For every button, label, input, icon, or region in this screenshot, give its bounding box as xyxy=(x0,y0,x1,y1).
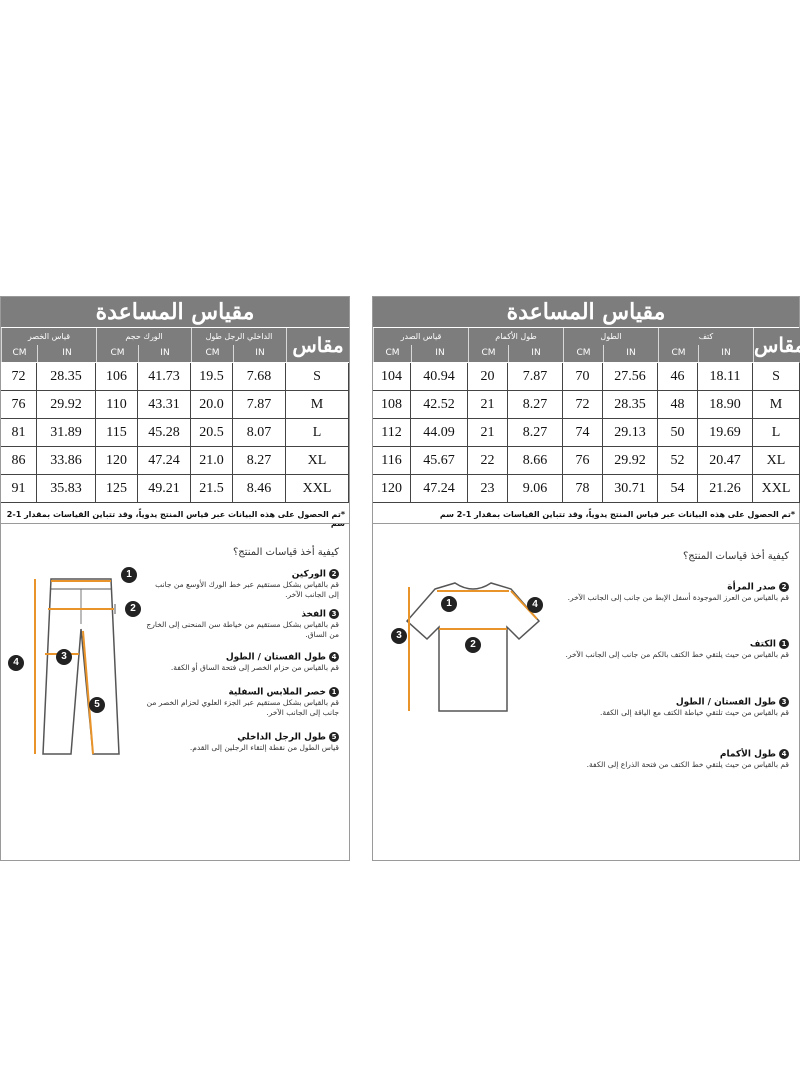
cell-chest-cm: 108 xyxy=(373,391,411,419)
step-heading xyxy=(144,652,339,663)
measure-header-row xyxy=(373,328,753,345)
cell-waist-cm: 76 xyxy=(1,391,37,419)
step-description: قم بالقياس من العرز الموجودة أسفل الإبط من جانب إلى الجانب الآخر. xyxy=(567,592,789,602)
cell-sleeve-in: 8.27 xyxy=(508,391,563,419)
step-description: قم بالقياس بشكل مستقيم عبر الجزء العلوي لحزام الخصر من جانب إلى الجانب الآخر. xyxy=(146,697,339,717)
cell-hip-in: 47.24 xyxy=(138,447,191,475)
unit-label: IN xyxy=(698,345,753,362)
measurement-note: *تم الحصول على هذه البيانات عبر قياس المنتج يدوياً، وقد تتباين القياسات بمقدار 1-2 سم xyxy=(6,510,345,528)
cell-waist-cm: 81 xyxy=(1,419,37,447)
unit-header-row xyxy=(1,345,286,362)
step-number-badge: 4 xyxy=(779,749,789,759)
cell-sleeve-cm: 23 xyxy=(468,475,508,503)
step-heading xyxy=(564,697,789,708)
cell-shoulder-in: 19.69 xyxy=(698,419,753,447)
cell-inseam-cm: 20.0 xyxy=(191,391,233,419)
unit-label: CM xyxy=(96,345,138,362)
cell-shoulder-cm: 46 xyxy=(658,363,698,391)
cell-shoulder-in: 18.90 xyxy=(698,391,753,419)
unit-header-row xyxy=(373,345,753,362)
cell-size: XXL xyxy=(286,475,349,503)
cell-waist-cm: 72 xyxy=(1,363,37,391)
cell-hip-cm: 106 xyxy=(96,363,138,391)
step-description: قم بالقياس من حيث يلتقي خط الكتف بالكم من جانب إلى الجانب الآخر. xyxy=(565,649,789,659)
cell-sleeve-cm: 22 xyxy=(468,447,508,475)
cell-hip-in: 41.73 xyxy=(138,363,191,391)
cell-shoulder-in: 21.26 xyxy=(698,475,753,503)
step-heading xyxy=(144,732,339,743)
cell-inseam-cm: 19.5 xyxy=(191,363,233,391)
step-heading-text: خصر الملابس السفلية xyxy=(228,687,326,698)
cell-inseam-cm: 21.5 xyxy=(191,475,233,503)
marker-4: 4 xyxy=(527,597,543,613)
cell-shoulder-in: 20.47 xyxy=(698,447,753,475)
unit-label: CM xyxy=(563,345,603,362)
step-heading xyxy=(144,609,339,620)
step-number-badge: 3 xyxy=(329,609,339,619)
marker-1: 1 xyxy=(441,596,457,612)
step-description: قم بالقياس من حزام الخصر إلى فتحة الساق أو الكفة. xyxy=(170,662,339,672)
unit-label: IN xyxy=(411,345,468,362)
cell-inseam-cm: 21.0 xyxy=(191,447,233,475)
unit-label: IN xyxy=(138,345,191,362)
marker-2: 2 xyxy=(465,637,481,653)
unit-label: CM xyxy=(191,345,233,362)
cell-shoulder-in: 18.11 xyxy=(698,363,753,391)
cell-inseam-in: 8.46 xyxy=(233,475,286,503)
cell-sleeve-cm: 21 xyxy=(468,419,508,447)
marker-3: 3 xyxy=(56,649,72,665)
cell-shoulder-cm: 52 xyxy=(658,447,698,475)
step-number-badge: 2 xyxy=(329,569,339,579)
step-heading-text: الكتف xyxy=(749,639,776,650)
unit-label: IN xyxy=(233,345,286,362)
cell-sleeve-in: 8.27 xyxy=(508,419,563,447)
step-description: قياس الطول من نقطة إلتقاء الرجلين إلى القدم. xyxy=(189,742,339,752)
cell-waist-cm: 86 xyxy=(1,447,37,475)
cell-shoulder-cm: 54 xyxy=(658,475,698,503)
measurement-step xyxy=(144,732,339,753)
step-number-badge: 5 xyxy=(329,732,339,742)
cell-length-in: 27.56 xyxy=(603,363,658,391)
cell-size: L xyxy=(286,419,349,447)
step-heading-text: الفخذ xyxy=(301,609,326,620)
cell-chest-cm: 104 xyxy=(373,363,411,391)
header-length: الطول xyxy=(563,328,658,345)
step-heading-text: الوركين xyxy=(291,569,326,580)
step-number-badge: 3 xyxy=(779,697,789,707)
cell-sleeve-in: 9.06 xyxy=(508,475,563,503)
marker-5: 5 xyxy=(89,697,105,713)
measure-header-row xyxy=(1,328,286,345)
cell-size: M xyxy=(753,391,800,419)
cell-length-cm: 74 xyxy=(563,419,603,447)
cell-size: S xyxy=(753,363,800,391)
header-waist: قياس الخصر xyxy=(1,328,96,345)
cell-sleeve-in: 7.87 xyxy=(508,363,563,391)
cell-shoulder-cm: 48 xyxy=(658,391,698,419)
unit-label: IN xyxy=(603,345,658,362)
marker-3: 3 xyxy=(391,628,407,644)
cell-waist-in: 29.92 xyxy=(37,391,96,419)
step-description: قم بالقياس من حيث تلتقي خياطة الكتف مع الياقة إلى الكفة. xyxy=(599,707,789,717)
cell-hip-cm: 110 xyxy=(96,391,138,419)
header-sleeve: طول الأكمام xyxy=(468,328,563,345)
cell-waist-in: 35.83 xyxy=(37,475,96,503)
pants-illustration xyxy=(21,569,136,769)
cell-chest-cm: 120 xyxy=(373,475,411,503)
cell-chest-cm: 116 xyxy=(373,447,411,475)
cell-sleeve-in: 8.66 xyxy=(508,447,563,475)
unit-label: IN xyxy=(37,345,96,362)
cell-inseam-in: 8.07 xyxy=(233,419,286,447)
cell-length-cm: 70 xyxy=(563,363,603,391)
chart-title: مقياس المساعدة xyxy=(373,297,799,327)
header-hip: الورك حجم xyxy=(96,328,191,345)
step-description: قم بالقياس بشكل مستقيم من خياطة سن المنحنى إلى الخارج من الساق. xyxy=(146,619,339,639)
cell-length-in: 29.92 xyxy=(603,447,658,475)
cell-chest-in: 40.94 xyxy=(411,363,468,391)
cell-length-in: 29.13 xyxy=(603,419,658,447)
measurement-step xyxy=(564,582,789,603)
cell-size: XXL xyxy=(753,475,800,503)
size-column-header: مقاس xyxy=(753,328,800,362)
measurement-step xyxy=(144,652,339,673)
step-heading-text: طول الرجل الداخلي xyxy=(237,732,326,743)
cell-hip-in: 49.21 xyxy=(138,475,191,503)
measurement-step xyxy=(564,749,789,770)
cell-sleeve-cm: 20 xyxy=(468,363,508,391)
cell-size: M xyxy=(286,391,349,419)
measurement-step xyxy=(144,569,339,600)
cell-chest-in: 45.67 xyxy=(411,447,468,475)
size-column-header: مقاس xyxy=(286,328,349,362)
cell-length-cm: 72 xyxy=(563,391,603,419)
cell-chest-in: 47.24 xyxy=(411,475,468,503)
cell-inseam-in: 8.27 xyxy=(233,447,286,475)
measurement-step xyxy=(564,639,789,660)
divider xyxy=(1,523,349,524)
cell-waist-in: 33.86 xyxy=(37,447,96,475)
unit-label: CM xyxy=(468,345,508,362)
cell-size: XL xyxy=(753,447,800,475)
cell-hip-cm: 120 xyxy=(96,447,138,475)
marker-4: 4 xyxy=(8,655,24,671)
cell-hip-cm: 125 xyxy=(96,475,138,503)
step-description: قم بالقياس بشكل مستقيم عبر خط الورك الأوسع من جانب إلى الجانب الآخر. xyxy=(155,579,339,599)
cell-hip-cm: 115 xyxy=(96,419,138,447)
step-heading-text: طول الفستان / الطول xyxy=(225,652,326,663)
unit-label: CM xyxy=(658,345,698,362)
cell-inseam-cm: 20.5 xyxy=(191,419,233,447)
measurement-note: *تم الحصول على هذه البيانات عبر قياس المنتج يدوياً، وقد تتباين القياسات بمقدار 1-2 سم xyxy=(439,510,795,519)
step-heading xyxy=(144,569,339,580)
cell-waist-in: 28.35 xyxy=(37,363,96,391)
step-number-badge: 1 xyxy=(329,687,339,697)
step-heading-text: صدر المرأة xyxy=(727,582,776,593)
cell-chest-in: 44.09 xyxy=(411,419,468,447)
chart-title: مقياس المساعدة xyxy=(1,297,349,327)
cell-length-in: 30.71 xyxy=(603,475,658,503)
marker-2: 2 xyxy=(125,601,141,617)
how-to-measure-title: كيفية أخذ قياسات المنتج؟ xyxy=(682,551,789,562)
size-chart-top xyxy=(372,296,805,861)
step-number-badge: 4 xyxy=(329,652,339,662)
cell-waist-cm: 91 xyxy=(1,475,37,503)
step-heading xyxy=(144,687,339,698)
measurement-step xyxy=(564,697,789,718)
step-heading-text: طول الفستان / الطول xyxy=(675,697,776,708)
unit-label: CM xyxy=(373,345,411,362)
cell-hip-in: 45.28 xyxy=(138,419,191,447)
cell-shoulder-cm: 50 xyxy=(658,419,698,447)
cell-length-cm: 78 xyxy=(563,475,603,503)
header-shoulder: كتف xyxy=(658,328,753,345)
header-inseam: الداخلي الرجل طول xyxy=(191,328,286,345)
cell-chest-cm: 112 xyxy=(373,419,411,447)
cell-chest-in: 42.52 xyxy=(411,391,468,419)
cell-inseam-in: 7.87 xyxy=(233,391,286,419)
marker-1: 1 xyxy=(121,567,137,583)
cell-hip-in: 43.31 xyxy=(138,391,191,419)
step-number-badge: 2 xyxy=(779,582,789,592)
step-heading-text: طول الأكمام xyxy=(719,749,776,760)
cell-size: S xyxy=(286,363,349,391)
step-heading xyxy=(564,749,789,760)
header-chest: قياس الصدر xyxy=(373,328,468,345)
cell-waist-in: 31.89 xyxy=(37,419,96,447)
unit-label: CM xyxy=(1,345,37,362)
measurement-step xyxy=(144,687,339,718)
divider xyxy=(373,523,799,524)
cell-size: XL xyxy=(286,447,349,475)
step-description: قم بالقياس من حيث يلتقي خط الكتف من فتحة الذراع إلى الكفة. xyxy=(586,759,789,769)
cell-size: L xyxy=(753,419,800,447)
cell-length-cm: 76 xyxy=(563,447,603,475)
measurement-step xyxy=(144,609,339,640)
unit-label: IN xyxy=(508,345,563,362)
cell-length-in: 28.35 xyxy=(603,391,658,419)
cell-inseam-in: 7.68 xyxy=(233,363,286,391)
cell-sleeve-cm: 21 xyxy=(468,391,508,419)
how-to-measure-title: كيفية أخذ قياسات المنتج؟ xyxy=(232,547,339,558)
step-heading xyxy=(564,639,789,650)
step-heading xyxy=(564,582,789,593)
size-chart-pants xyxy=(0,296,350,861)
step-number-badge: 1 xyxy=(779,639,789,649)
